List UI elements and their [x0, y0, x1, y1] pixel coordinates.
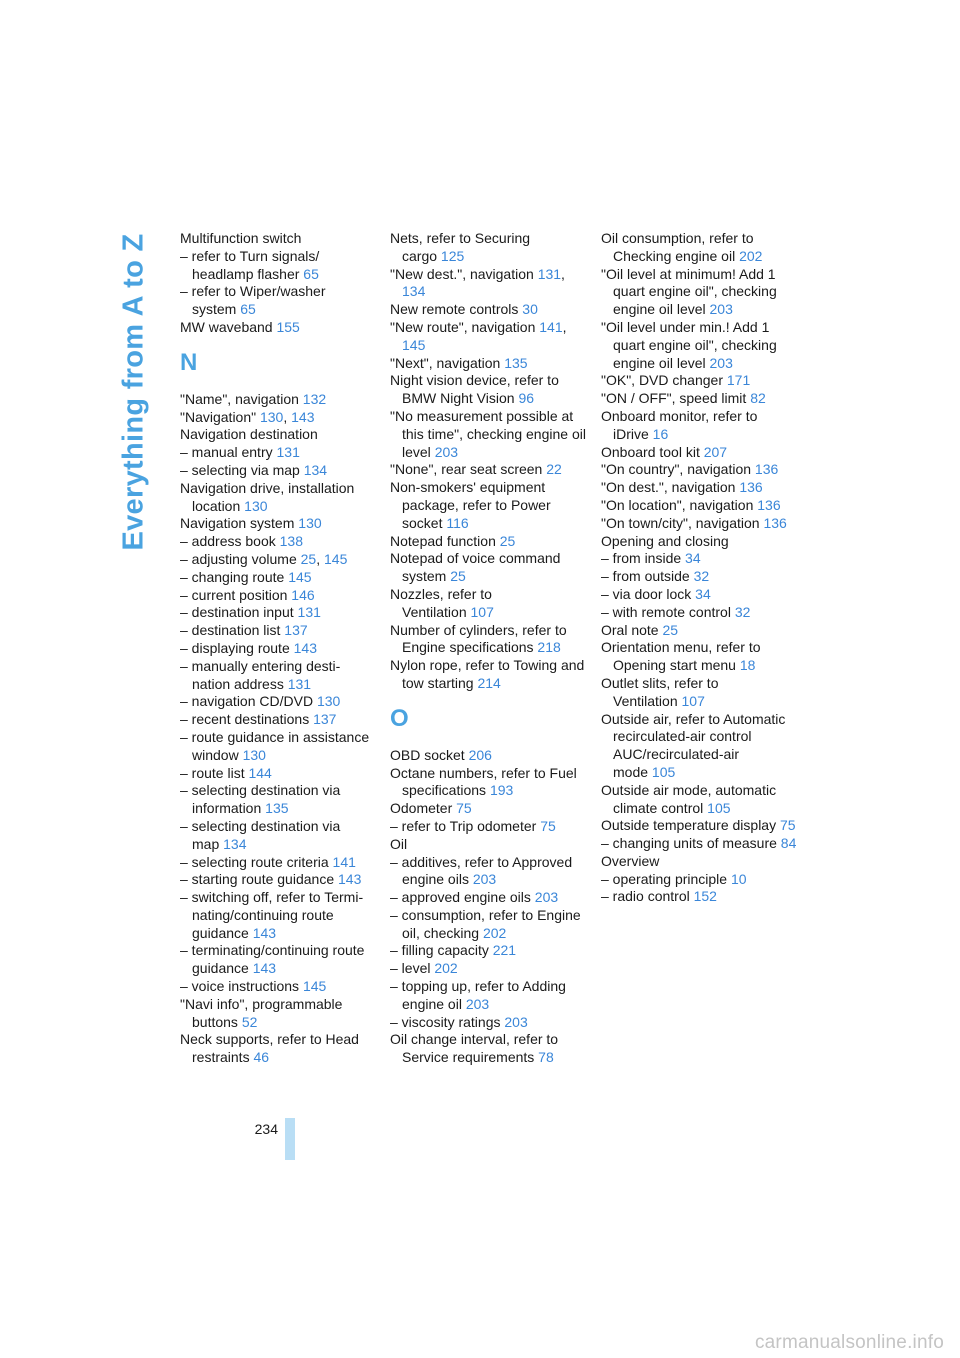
index-entry-text: Notepad function — [390, 532, 496, 549]
index-entry — [601, 515, 797, 533]
page-reference-link[interactable]: 10 — [730, 870, 747, 887]
page-reference-link[interactable]: 75 — [540, 817, 556, 834]
page-reference-link[interactable]: 131 — [537, 265, 562, 282]
side-section-title — [116, 232, 152, 552]
index-entry-text: "New route", navigation — [390, 318, 536, 335]
index-entry — [390, 800, 586, 818]
index-entry — [390, 550, 586, 586]
index-entry — [390, 836, 586, 854]
index-entry-text: Nets, refer to Securing cargo — [390, 230, 531, 264]
index-entry — [180, 480, 376, 516]
index-entry — [180, 996, 376, 1032]
page-reference-link[interactable]: 145 — [302, 978, 327, 995]
page-reference-link[interactable]: 22 — [546, 461, 562, 478]
index-entry-text: – route guidance in assistance window — [180, 728, 370, 763]
index-entry-text: – via door lock — [601, 585, 692, 602]
index-entry — [390, 586, 586, 622]
index-entry — [601, 266, 797, 319]
index-entry-text: – terminating/continuing route guidance — [180, 942, 365, 977]
index-entry-text: – approved engine oils — [390, 889, 531, 906]
page-reference-link[interactable]: 193 — [489, 782, 514, 799]
page-reference-link[interactable]: 134 — [402, 283, 426, 300]
index-entry-text: "Oil level under min.! Add 1 quart engine oil", checking engine oil level — [601, 318, 777, 371]
index-entry-text: – changing units of measure — [601, 835, 777, 852]
index-entry — [180, 693, 376, 711]
index-entry-text: – route list — [180, 764, 245, 781]
index-entry-text: – radio control — [601, 888, 690, 905]
page-reference-link[interactable]: 143 — [338, 871, 362, 888]
index-entry — [390, 319, 586, 355]
index-entry — [601, 533, 797, 551]
index-entry-text: "No measurement possible at this time", checking engine oil level — [390, 407, 586, 460]
index-entry-text: "Navigation" — [180, 408, 257, 425]
index-entry-text: – level — [390, 960, 431, 977]
page-reference-link[interactable]: 130 — [298, 515, 322, 532]
index-entry-text: "On location", navigation — [601, 496, 754, 513]
page-ref-separator: , — [283, 408, 292, 425]
index-entry-text: Outside air, refer to Automatic recirculated-air control AUC/recirculated-air mode — [601, 710, 786, 780]
index-entry — [180, 551, 376, 569]
index-entry — [601, 604, 797, 622]
index-entry-text: MW waveband — [180, 318, 273, 335]
page-reference-link[interactable]: 65 — [303, 265, 319, 282]
index-entry — [390, 854, 586, 890]
index-entry-text: Notepad of voice command system — [390, 550, 561, 585]
index-entry-text: New remote controls — [390, 301, 519, 318]
index-entry-text: Neck supports, refer to Head restraints — [180, 1031, 359, 1066]
index-entry-text: OBD socket — [390, 746, 465, 763]
side-section-title-text: Everything from A to Z — [117, 233, 150, 551]
index-entry — [601, 390, 797, 408]
page-reference-link[interactable]: 125 — [440, 247, 465, 264]
index-entry-text: Nylon rope, refer to Towing and tow starting — [390, 657, 585, 691]
index-entry-text: Multifunction switch — [180, 230, 302, 246]
index-entry-text: Onboard monitor, refer to iDrive — [601, 407, 758, 442]
index-entry — [180, 391, 376, 409]
page-reference-link[interactable]: 46 — [253, 1049, 270, 1066]
index-entry — [180, 1031, 376, 1067]
index-entry-text: "Next", navigation — [390, 354, 501, 371]
index-entry-text: Number of cylinders, refer to Engine specifications — [390, 621, 567, 656]
index-entry — [180, 871, 376, 889]
index-entry-text: – selecting destination via map — [180, 817, 341, 852]
page-reference-link[interactable]: 116 — [446, 514, 469, 531]
page-reference-link[interactable]: 202 — [434, 960, 458, 977]
index-entry-text: Nozzles, refer to Ventilation — [390, 585, 492, 620]
index-entry — [390, 230, 586, 266]
index-entry-text: "On town/city", navigation — [601, 514, 760, 531]
page-reference-link[interactable]: 18 — [739, 657, 756, 674]
page-ref-separator: , — [562, 318, 567, 335]
index-entry — [601, 675, 797, 711]
index-entry — [601, 639, 797, 675]
index-entry — [601, 711, 797, 782]
page-reference-link[interactable]: 214 — [477, 674, 501, 691]
index-column-2 — [390, 230, 586, 1067]
index-entry-text: "ON / OFF", speed limit — [601, 390, 747, 407]
page-reference-link[interactable]: 25 — [499, 532, 516, 549]
index-entry — [390, 889, 586, 907]
page-reference-link[interactable]: 65 — [240, 301, 256, 318]
index-entry-text: – from inside — [601, 550, 682, 567]
page-reference-link[interactable]: 107 — [681, 692, 705, 709]
index-entry-text: "On dest.", navigation — [601, 479, 736, 496]
page-reference-link[interactable]: 145 — [324, 550, 348, 567]
index-entry-text: Outlet slits, refer to Ventilation — [601, 674, 719, 709]
index-entry-text: – destination input — [180, 604, 294, 621]
index-entry — [390, 355, 586, 373]
index-entry-text: Outside air mode, automatic climate control — [601, 781, 777, 816]
page-reference-link[interactable]: 221 — [492, 942, 517, 959]
page-reference-link[interactable]: 130 — [242, 746, 266, 763]
index-entry — [390, 1014, 586, 1032]
index-entry — [390, 533, 586, 551]
index-entry — [601, 230, 797, 266]
index-entry-text: Oil change interval, refer to Service requirements — [390, 1031, 559, 1066]
index-entry — [180, 604, 376, 622]
page-number-bar — [285, 1118, 295, 1160]
index-entry — [390, 461, 586, 479]
page-reference-link[interactable]: 136 — [757, 496, 781, 513]
page-reference-link[interactable]: 131 — [297, 604, 321, 621]
index-entry-text: "Oil level at minimum! Add 1 quart engine oil", checking engine oil level — [601, 265, 777, 318]
index-entry — [180, 587, 376, 605]
index-entry-text: – viscosity ratings — [390, 1013, 501, 1030]
page-reference-link[interactable]: 143 — [293, 639, 317, 656]
page-reference-link[interactable]: 75 — [456, 800, 472, 817]
page-number: 234 — [254, 1121, 278, 1137]
index-entry-text: – changing route — [180, 568, 285, 585]
index-entry-text: Overview — [601, 852, 660, 869]
index-entry — [601, 461, 797, 479]
page-reference-link[interactable]: 136 — [739, 479, 763, 496]
page-reference-link[interactable]: 130 — [316, 693, 341, 710]
index-entry-text: – manual entry — [180, 444, 273, 461]
page-reference-link[interactable]: 32 — [693, 568, 710, 585]
index-entry — [390, 978, 586, 1014]
index-entry — [180, 854, 376, 872]
index-entry — [180, 319, 376, 337]
page-reference-link[interactable]: 134 — [223, 835, 247, 852]
page-reference-link[interactable]: 136 — [754, 461, 779, 478]
page-reference-link[interactable]: 82 — [750, 390, 766, 407]
index-entry-text: "None", rear seat screen — [390, 461, 543, 478]
index-entry — [390, 408, 586, 461]
index-entry — [180, 515, 376, 533]
index-entry-text: Oral note — [601, 621, 659, 638]
page-reference-link[interactable]: 146 — [291, 586, 315, 603]
page-reference-link[interactable]: 75 — [779, 817, 796, 834]
index-entry — [180, 765, 376, 783]
page-reference-link[interactable]: 203 — [465, 995, 490, 1012]
page-reference-link[interactable]: 202 — [739, 247, 763, 264]
page-reference-link[interactable]: 130 — [259, 408, 284, 425]
index-entry-text: Octane numbers, refer to Fuel specifications — [390, 764, 577, 799]
index-entry — [601, 497, 797, 515]
index-entry-text: – destination list — [180, 622, 281, 639]
index-entry — [180, 462, 376, 480]
page-reference-link[interactable]: 131 — [276, 444, 300, 461]
index-entry-text: Non-smokers' equipment package, refer to Power socket — [390, 479, 551, 531]
page-reference-link[interactable]: 145 — [288, 568, 312, 585]
index-entry — [390, 479, 586, 532]
page-reference-link[interactable]: 135 — [504, 354, 528, 371]
index-entry — [601, 319, 797, 372]
index-entry — [390, 301, 586, 319]
page-reference-link[interactable]: 136 — [763, 514, 787, 531]
page-reference-link[interactable]: 137 — [284, 622, 308, 639]
index-entry-text: Outside temperature display — [601, 817, 777, 834]
page-reference-link[interactable]: 135 — [265, 800, 289, 817]
index-entry — [180, 889, 376, 942]
page-reference-link[interactable]: 134 — [303, 461, 328, 478]
index-entry-text: "On country", navigation — [601, 461, 752, 478]
index-entry — [390, 960, 586, 978]
page-reference-link[interactable]: 105 — [651, 763, 676, 780]
index-entry — [390, 266, 586, 302]
page-reference-link[interactable]: 171 — [726, 372, 751, 389]
page-reference-link[interactable]: 138 — [279, 533, 303, 550]
index-entry — [601, 586, 797, 604]
index-entry-text: – navigation CD/DVD — [180, 693, 314, 710]
page-reference-link[interactable]: 145 — [402, 336, 426, 353]
index-entry — [180, 782, 376, 818]
section-heading: O — [390, 704, 409, 732]
index-entry — [390, 765, 586, 801]
page-reference-link[interactable]: 203 — [434, 443, 459, 460]
index-entry — [601, 622, 797, 640]
page-reference-link[interactable]: 52 — [241, 1013, 258, 1030]
index-entry-text: – from outside — [601, 568, 690, 585]
page-reference-link[interactable]: 152 — [693, 888, 717, 905]
page-reference-link[interactable]: 25 — [450, 568, 466, 585]
index-entry-text: "Navi info", programmable buttons — [180, 995, 343, 1030]
page-reference-link[interactable]: 84 — [780, 835, 797, 852]
index-entry-text: – filling capacity — [390, 942, 489, 959]
index-entry — [601, 835, 797, 853]
page-reference-link[interactable]: 34 — [695, 585, 711, 602]
page-reference-link[interactable]: 203 — [534, 889, 559, 906]
index-entry-text: – additives, refer to Approved engine oils — [390, 853, 573, 888]
index-entry — [601, 479, 797, 497]
page-reference-link[interactable]: 203 — [709, 354, 733, 371]
index-entry-text: – selecting route criteria — [180, 853, 329, 870]
watermark: carmanualsonline.info — [754, 1332, 944, 1353]
index-entry-text: – with remote control — [601, 603, 731, 620]
index-entry — [180, 230, 376, 248]
index-entry — [601, 853, 797, 871]
index-entry — [180, 569, 376, 587]
index-entry — [601, 550, 797, 568]
index-entry-text: – current position — [180, 586, 288, 603]
page-ref-separator: , — [316, 550, 324, 567]
index-entry-text: Navigation destination — [180, 426, 318, 443]
index-entry — [180, 658, 376, 694]
page-reference-link[interactable]: 141 — [332, 853, 356, 870]
index-entry-text: – switching off, refer to Termi- nating/continuing route guidance — [180, 889, 364, 941]
index-entry-text: – operating principle — [601, 870, 728, 887]
index-entry — [180, 622, 376, 640]
index-entry — [180, 640, 376, 658]
index-entry — [390, 942, 586, 960]
page-reference-link[interactable]: 203 — [472, 871, 497, 888]
index-entry — [180, 409, 376, 427]
index-entry-text: Oil consumption, refer to Checking engine oil — [601, 230, 754, 264]
page-reference-link[interactable]: 143 — [252, 960, 277, 977]
page-reference-link[interactable]: 203 — [504, 1013, 528, 1030]
index-entry — [601, 444, 797, 462]
page-reference-link[interactable]: 30 — [522, 301, 538, 318]
index-entry-text: – refer to Turn signals/ headlamp flasher — [180, 247, 320, 282]
index-entry — [390, 747, 586, 765]
index-entry-text: – manually entering desti- nation address — [180, 657, 341, 692]
index-entry-text: – selecting via map — [180, 461, 300, 478]
index-entry-text: – voice instructions — [180, 978, 300, 995]
index-entry-text: – selecting destination via information — [180, 782, 341, 817]
index-entry-text: – refer to Wiper/washer system — [180, 283, 326, 318]
page-reference-link[interactable]: 16 — [652, 425, 669, 442]
page-reference-link[interactable]: 207 — [703, 443, 728, 460]
page-reference-link[interactable]: 141 — [539, 318, 563, 335]
page-reference-link[interactable]: 206 — [468, 746, 492, 763]
index-entry-text: Opening and closing — [601, 532, 729, 549]
index-entry — [601, 408, 797, 444]
page-reference-link[interactable]: 96 — [518, 390, 535, 407]
index-entry-text: – consumption, refer to Engine oil, checking — [390, 906, 581, 941]
index-entry — [180, 426, 376, 444]
index-entry — [180, 942, 376, 978]
index-entry — [390, 1031, 586, 1067]
index-entry-text: – adjusting volume — [180, 550, 297, 567]
page-reference-link[interactable]: 155 — [276, 318, 300, 335]
page-reference-link[interactable]: 131 — [287, 675, 312, 692]
page-reference-link[interactable]: 107 — [470, 603, 494, 620]
index-entry-text: – refer to Trip odometer — [390, 817, 537, 834]
index-entry — [180, 283, 376, 319]
index-entry — [180, 533, 376, 551]
index-entry — [390, 818, 586, 836]
index-entry — [180, 248, 376, 284]
index-entry-text: Odometer — [390, 800, 453, 817]
page-reference-link[interactable]: 137 — [313, 711, 337, 728]
index-entry-text: – displaying route — [180, 639, 290, 656]
page-reference-link[interactable]: 130 — [244, 497, 268, 514]
page-reference-link[interactable]: 105 — [707, 799, 731, 816]
page-reference-link[interactable]: 143 — [291, 408, 315, 425]
index-entry-text: "OK", DVD changer — [601, 372, 723, 389]
page-ref-separator: , — [561, 265, 565, 282]
index-entry — [390, 372, 586, 408]
index-entry-text: "New dest.", navigation — [390, 265, 534, 282]
index-entry — [601, 888, 797, 906]
page-reference-link[interactable]: 32 — [734, 603, 751, 620]
index-entry-text: Oil — [390, 835, 408, 852]
page-reference-link[interactable]: 25 — [300, 550, 317, 567]
index-entry — [601, 568, 797, 586]
index-entry-text: – starting route guidance — [180, 871, 335, 888]
index-entry — [180, 729, 376, 765]
index-entry-text: Orientation menu, refer to Opening start menu — [601, 639, 761, 674]
index-entry-text: – topping up, refer to Adding engine oil — [390, 978, 566, 1012]
index-entry — [601, 782, 797, 818]
index-entry — [601, 817, 797, 835]
index-entry — [180, 711, 376, 729]
index-column-1 — [180, 230, 376, 1067]
index-entry-text: – recent destinations — [180, 711, 310, 728]
page-reference-link[interactable]: 78 — [538, 1049, 554, 1066]
index-entry-text: Night vision device, refer to BMW Night Vision — [390, 372, 559, 407]
index-entry — [390, 907, 586, 943]
index-entry — [601, 871, 797, 889]
index-entry-text: Navigation system — [180, 515, 295, 532]
index-entry — [601, 372, 797, 390]
page-reference-link[interactable]: 202 — [482, 924, 507, 941]
page-reference-link[interactable]: 218 — [537, 639, 561, 656]
index-entry-text: "Name", navigation — [180, 390, 299, 407]
index-column-3 — [601, 230, 797, 906]
index-entry — [390, 622, 586, 658]
page-reference-link[interactable]: 143 — [252, 924, 277, 941]
page-reference-link[interactable]: 203 — [709, 301, 733, 318]
index-entry-text: – address book — [180, 533, 276, 550]
page-reference-link[interactable]: 25 — [662, 621, 679, 638]
page-reference-link[interactable]: 144 — [248, 764, 272, 781]
index-entry-text: Onboard tool kit — [601, 443, 700, 460]
index-entry-text: Navigation drive, installation location — [180, 479, 355, 514]
index-entry — [180, 818, 376, 854]
section-heading: N — [180, 348, 198, 376]
index-entry — [390, 657, 586, 693]
page-reference-link[interactable]: 34 — [685, 550, 701, 567]
index-entry — [180, 444, 376, 462]
page-reference-link[interactable]: 132 — [302, 390, 327, 407]
index-entry — [180, 978, 376, 996]
